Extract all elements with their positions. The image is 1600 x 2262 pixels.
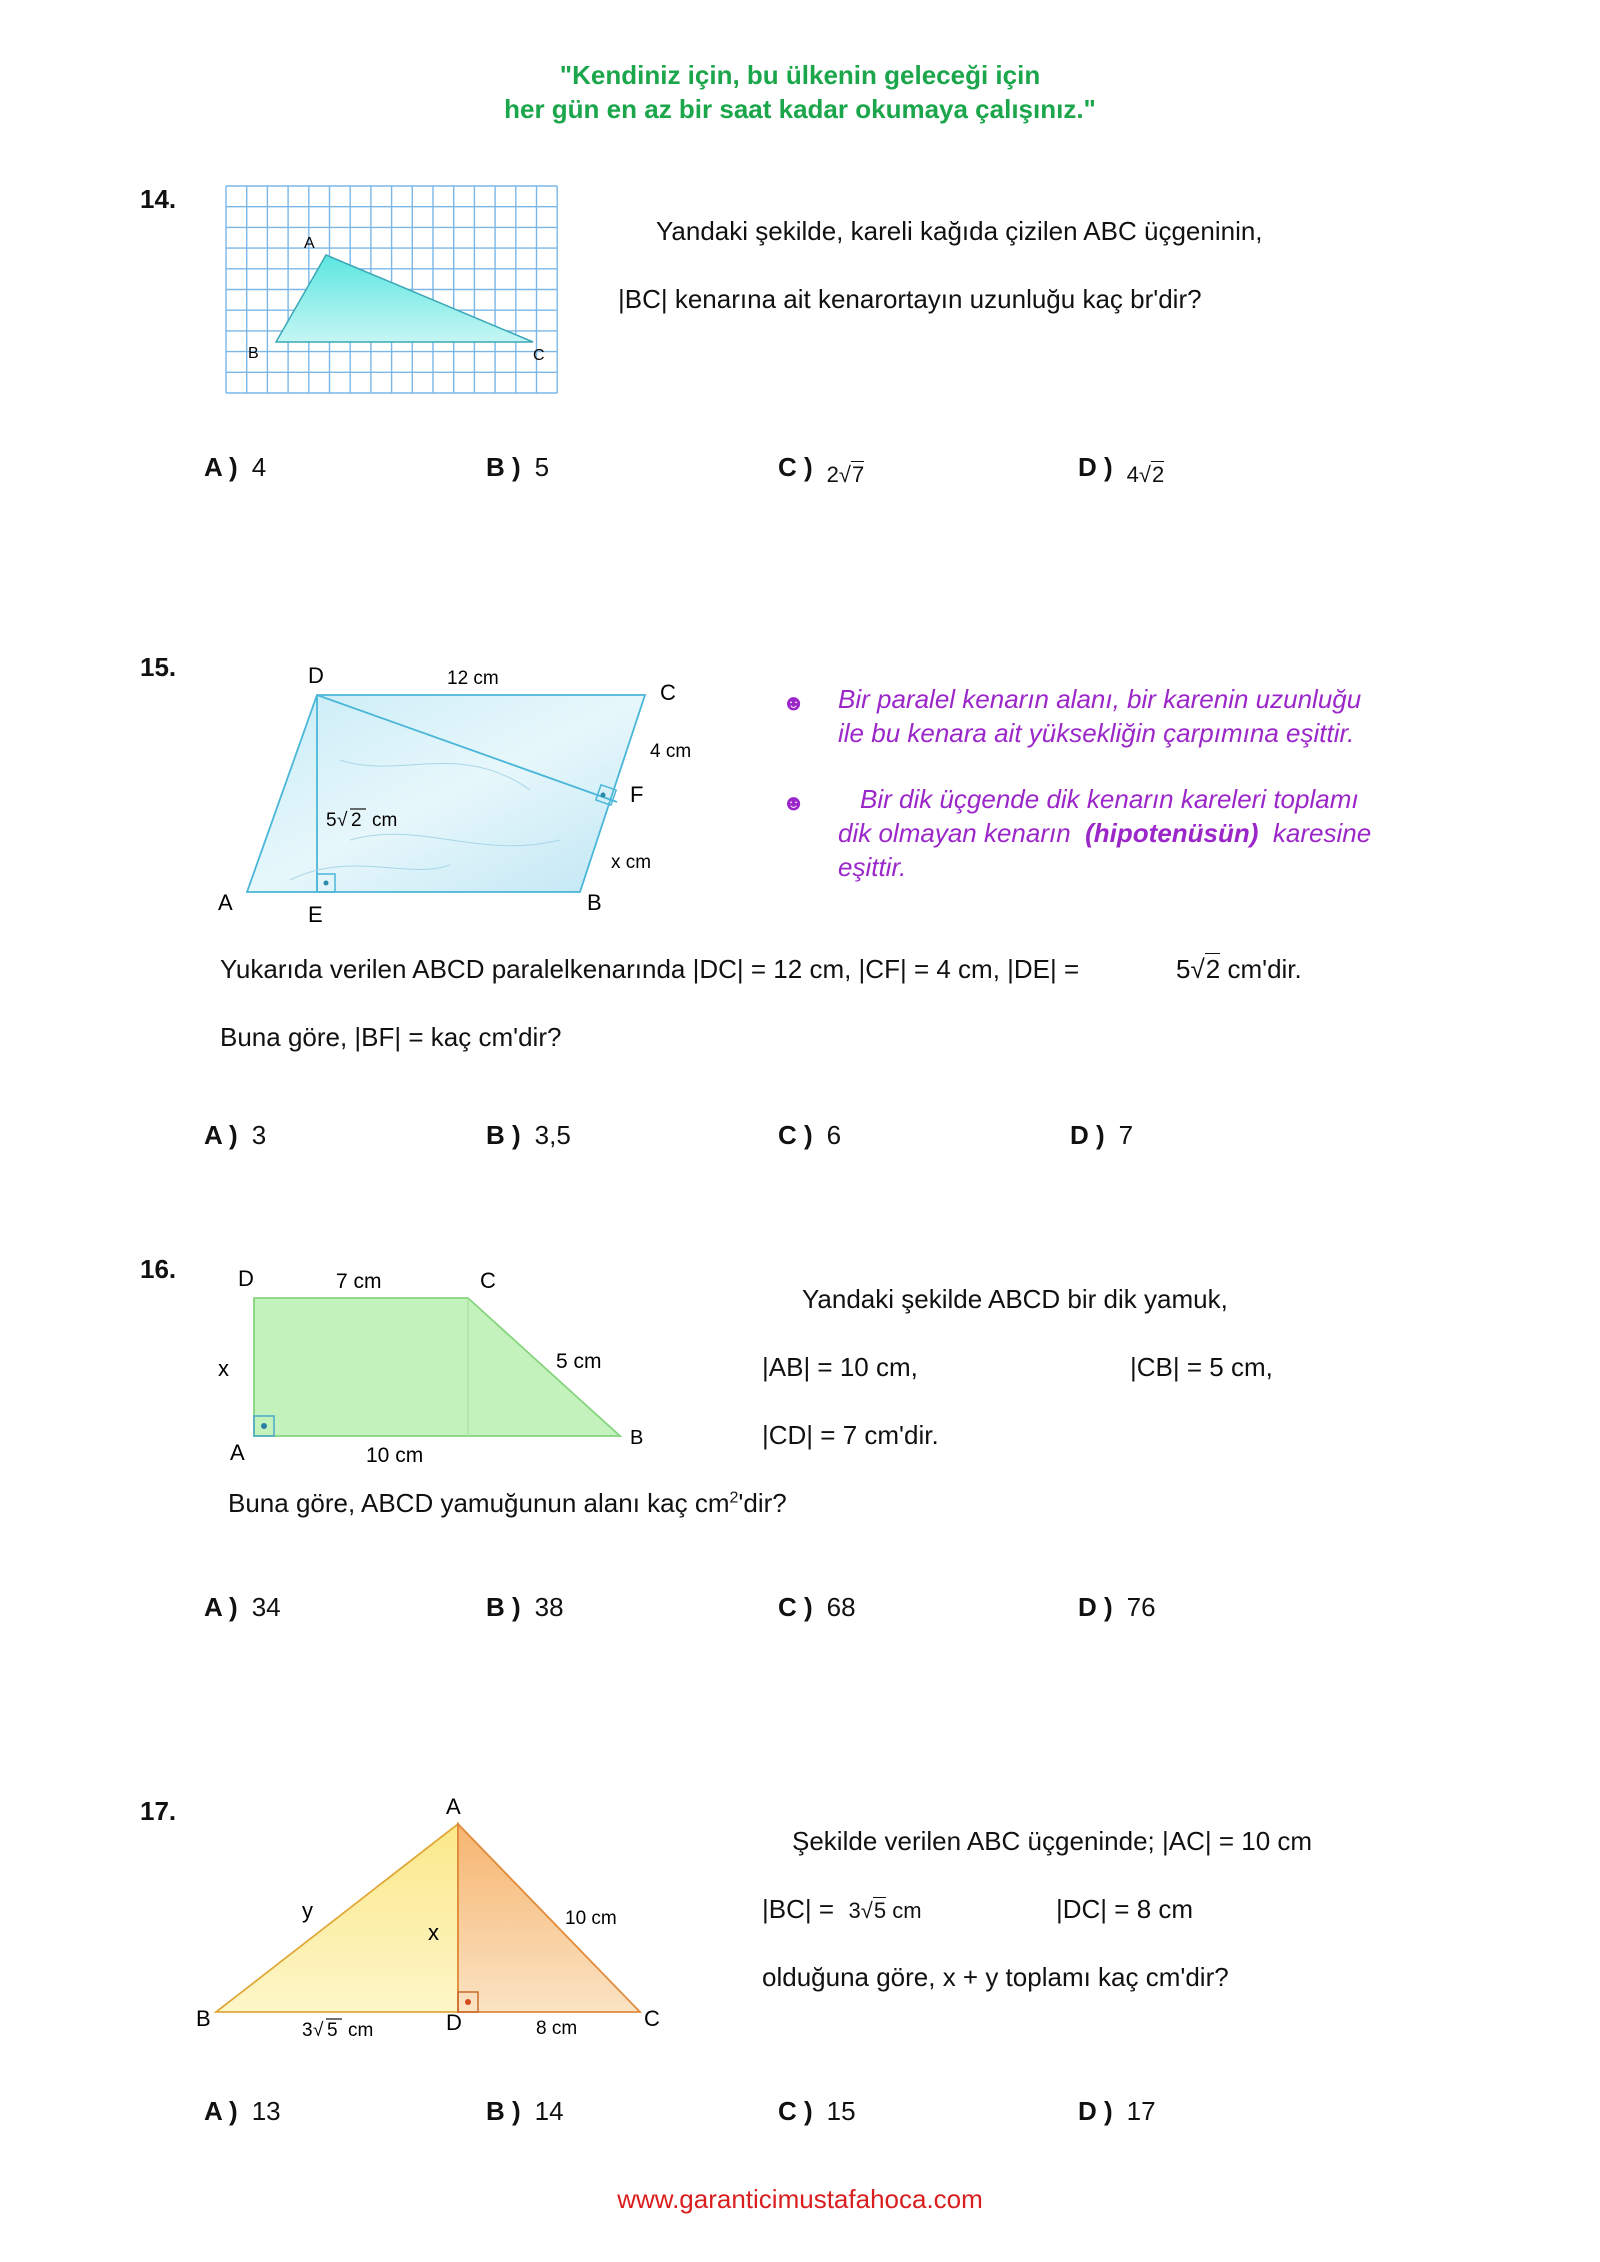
q14-label-a: A	[304, 235, 315, 252]
q16-text-2a: |AB| = 10 cm,	[762, 1352, 918, 1382]
q14-label-b: B	[248, 345, 259, 362]
svg-text:2: 2	[351, 810, 362, 831]
q16-label-d: D	[238, 1266, 254, 1291]
q17-option-b[interactable]: B ) 14	[486, 2096, 564, 2126]
q17-triangle-figure	[190, 1790, 670, 2050]
q17-label-dc: 8 cm	[536, 2018, 578, 2039]
q16-label-cb: 5 cm	[556, 1350, 602, 1373]
svg-text:√: √	[313, 2020, 324, 2041]
question-14-number: 14.	[140, 184, 177, 214]
q15-option-c[interactable]: C ) 6	[778, 1120, 842, 1150]
q15-option-b[interactable]: B ) 3,5	[486, 1120, 571, 1150]
q17-option-c[interactable]: C ) 15	[778, 2096, 856, 2126]
q14-grid-figure	[220, 180, 560, 400]
q15-label-d: D	[308, 663, 324, 688]
q17-label-d: D	[446, 2010, 462, 2035]
q16-text-2b: |CB| = 5 cm,	[1130, 1352, 1273, 1382]
q15-label-cf: 4 cm	[650, 741, 692, 762]
q16-label-ab: 10 cm	[366, 1444, 424, 1467]
q16-trapezoid-figure	[200, 1250, 680, 1470]
q15-text-2: Buna göre, |BF| = kaç cm'dir?	[220, 1022, 562, 1052]
svg-text:cm: cm	[372, 810, 398, 831]
q15-label-b: B	[587, 890, 602, 915]
svg-text:5: 5	[326, 810, 337, 831]
q16-label-dc: 7 cm	[336, 1270, 382, 1293]
q15-option-a[interactable]: A ) 3	[204, 1120, 267, 1150]
q16-label-a: A	[230, 1440, 245, 1465]
q15-hint-hipotenus: (hipotenüsün)	[1085, 818, 1259, 848]
q17-label-ac: 10 cm	[565, 1908, 617, 1929]
q16-label-x: x	[218, 1356, 229, 1381]
svg-text:3: 3	[302, 2020, 313, 2041]
q17-label-x: x	[428, 1920, 439, 1945]
q17-label-y: y	[302, 1898, 313, 1923]
q16-option-a[interactable]: A ) 34	[204, 1592, 281, 1622]
q17-option-d[interactable]: D ) 17	[1078, 2096, 1156, 2126]
q17-triangle-abd	[216, 1824, 458, 2012]
q14-text-1: Yandaki şekilde, kareli kağıda çizilen ABC üçgeninin,	[656, 216, 1263, 246]
q15-parallelogram-figure	[200, 650, 720, 940]
q15-hint-2-line-1: Bir dik üçgende dik kenarın kareleri toplamı	[860, 784, 1359, 814]
q15-label-a: A	[218, 890, 233, 915]
q16-label-c: C	[480, 1268, 496, 1293]
quote-line-1: "Kendiniz için, bu ülkenin geleceği için	[559, 60, 1041, 90]
q15-option-d[interactable]: D ) 7	[1070, 1120, 1134, 1150]
q17-text-2: |BC| = 3√5 cm	[762, 1894, 922, 1924]
q17-label-b: B	[196, 2006, 211, 2031]
q17-option-a[interactable]: A ) 13	[204, 2096, 281, 2126]
q14-option-d[interactable]: D ) $_{4√2}$	[1078, 452, 1165, 487]
q17-label-a: A	[446, 1794, 461, 1819]
q16-label-b: B	[630, 1427, 644, 1449]
q15-label-xcm: x cm	[611, 852, 652, 873]
q14-option-c[interactable]: C ) $_{2√7}$	[778, 452, 865, 487]
q14-option-b[interactable]: B ) 5	[486, 452, 550, 482]
q15-hint-2-bullet-icon: ☻	[782, 790, 806, 815]
q15-hint-1-line-2: ile bu kenara ait yüksekliğin çarpımına eşittir.	[838, 718, 1355, 748]
svg-text:√: √	[337, 810, 348, 831]
q16-option-d[interactable]: D ) 76	[1078, 1592, 1156, 1622]
q15-hint-2-line-2: dik olmayan kenarın (hipotenüsün) karesine	[838, 818, 1372, 848]
q16-text-4: Buna göre, ABCD yamuğunun alanı kaç $cm^2'dir$?	[228, 1488, 787, 1518]
q14-text-2: |BC| kenarına ait kenarortayın uzunluğu kaç br'dir?	[618, 284, 1202, 314]
q17-label-bd	[302, 2019, 373, 2041]
q16-option-c[interactable]: C ) 68	[778, 1592, 856, 1622]
footer-website-link[interactable]: www.garanticimustafahoca.com	[617, 2184, 983, 2214]
q15-hint-1-line-1: Bir paralel kenarın alanı, bir karenin uzunluğu	[838, 684, 1362, 714]
q15-text-1-value: 5√2 cm'dir.	[1176, 954, 1302, 984]
q17-text-2b: |DC| = 8 cm	[1056, 1894, 1194, 1924]
question-16-number: 16.	[140, 1254, 177, 1284]
q14-label-c: C	[533, 347, 545, 364]
quote-line-2: her gün en az bir saat kadar okumaya çalışınız."	[504, 94, 1096, 124]
question-15-number: 15.	[140, 652, 177, 682]
q15-label-dc: 12 cm	[447, 668, 499, 689]
q15-hint-1-bullet-icon: ☻	[782, 690, 806, 715]
q17-text-3: olduğuna göre, x + y toplamı kaç cm'dir?	[762, 1962, 1229, 1992]
svg-text:cm: cm	[348, 2020, 374, 2041]
question-17-number: 17.	[140, 1796, 177, 1826]
q17-text-1: Şekilde verilen ABC üçgeninde; |AC| = 10 cm	[792, 1826, 1313, 1856]
q14-option-a[interactable]: A ) 4	[204, 452, 267, 482]
q15-label-e: E	[308, 902, 323, 927]
q15-label-f: F	[630, 782, 644, 807]
q16-text-3: |CD| = 7 cm'dir.	[762, 1420, 939, 1450]
q15-label-c: C	[660, 680, 676, 705]
q17-label-c: C	[644, 2006, 660, 2031]
q15-parallelogram	[247, 695, 645, 892]
q15-hint-2-line-3: eşittir.	[838, 852, 907, 882]
svg-text:5: 5	[327, 2020, 338, 2041]
q16-option-b[interactable]: B ) 38	[486, 1592, 564, 1622]
q15-text-1: Yukarıda verilen ABCD paralelkenarında |DC| = 12 cm, |CF| = 4 cm, |DE| =	[220, 954, 1080, 984]
q16-text-1: Yandaki şekilde ABCD bir dik yamuk,	[802, 1284, 1228, 1314]
